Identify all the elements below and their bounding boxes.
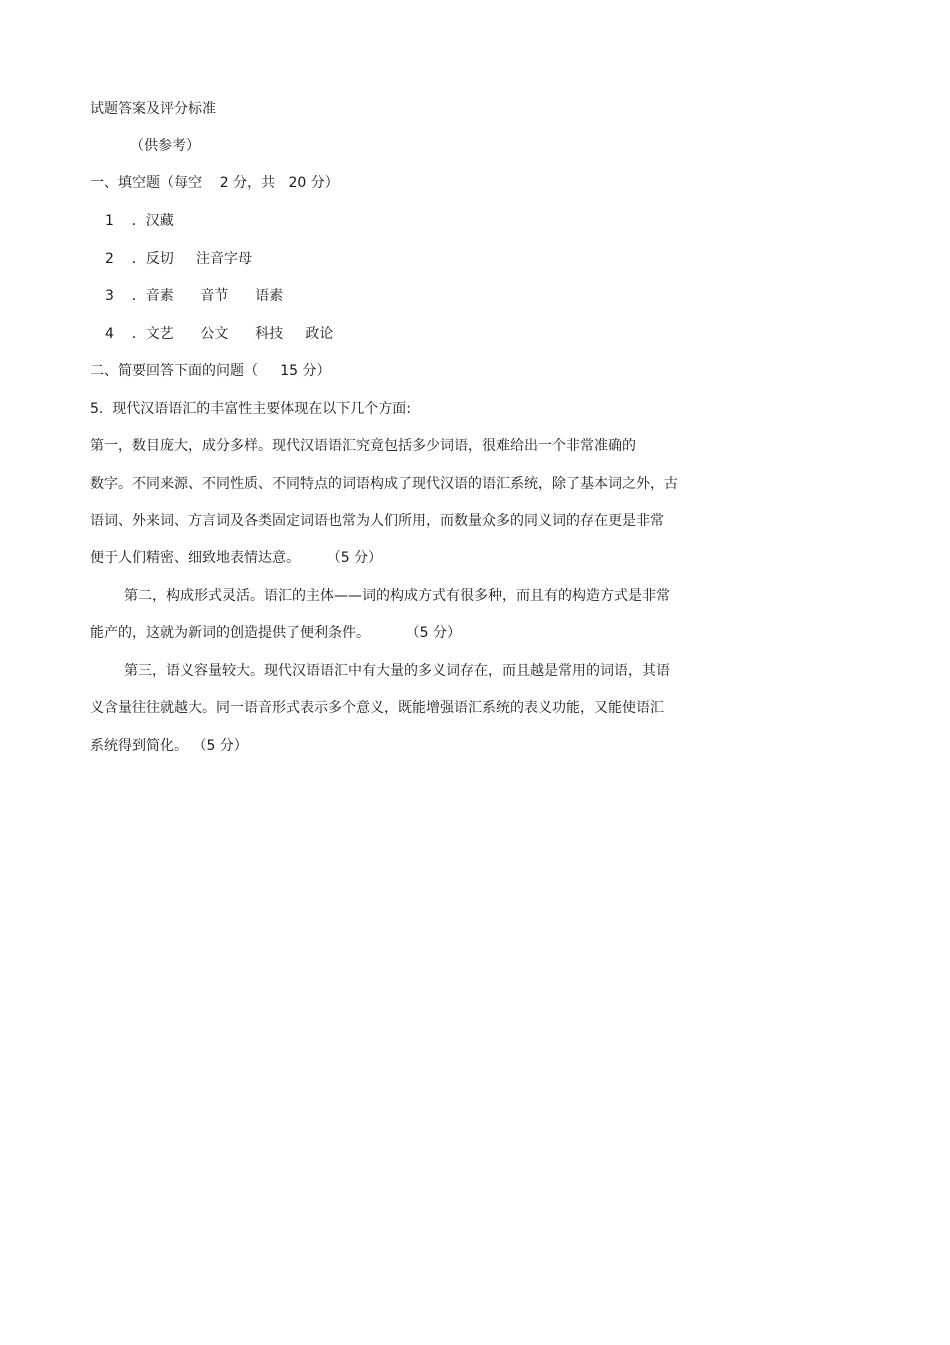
answer-item-1: 1 ．汉藏 — [105, 213, 174, 229]
answer-item-2: 2 ．反切 注音字母 — [105, 251, 252, 267]
answer-paragraph-line: 数字。不同来源、不同性质、不同特点的词语构成了现代汉语的语汇系统，除了基本词之外，古 — [90, 476, 678, 492]
answer-paragraph-line: 义含量往往就越大。同一语音形式表示多个意义，既能增强语汇系统的表义功能，又能使语汇 — [90, 700, 664, 716]
page-title: 试题答案及评分标准 — [90, 101, 216, 117]
answer-paragraph-line: 第三，语义容量较大。现代汉语语汇中有大量的多义词存在，而且越是常用的词语，其语 — [124, 663, 670, 679]
answer-item-4: 4 ．文艺 公文 科技 政论 — [105, 326, 334, 342]
question-5: 5. 现代汉语语汇的丰富性主要体现在以下几个方面: — [90, 401, 411, 417]
section-heading-short-answer: 二、简要回答下面的问题（ 15 分） — [90, 363, 331, 379]
answer-paragraph-line: 便于人们精密、细致地表情达意。 （5 分） — [90, 550, 383, 566]
answer-paragraph-line: 第一，数目庞大，成分多样。现代汉语语汇究竟包括多少词语，很难给出一个非常准确的 — [90, 438, 636, 454]
page-subtitle: （供参考） — [130, 138, 200, 154]
answer-paragraph-line: 第二，构成形式灵活。语汇的主体——词的构成方式有很多种，而且有的构造方式是非常 — [124, 588, 670, 604]
answer-paragraph-line: 能产的，这就为新词的创造提供了便利条件。 （5 分） — [90, 625, 461, 641]
answer-item-3: 3 ．音素 音节 语素 — [105, 288, 284, 304]
answer-paragraph-line: 系统得到简化。 （5 分） — [90, 738, 248, 754]
section-heading-fill-in: 一、填空题（每空 2 分，共 20 分） — [90, 175, 339, 191]
answer-paragraph-line: 语词、外来词、方言词及各类固定词语也常为人们所用，而数量众多的同义词的存在更是非常 — [90, 513, 664, 529]
